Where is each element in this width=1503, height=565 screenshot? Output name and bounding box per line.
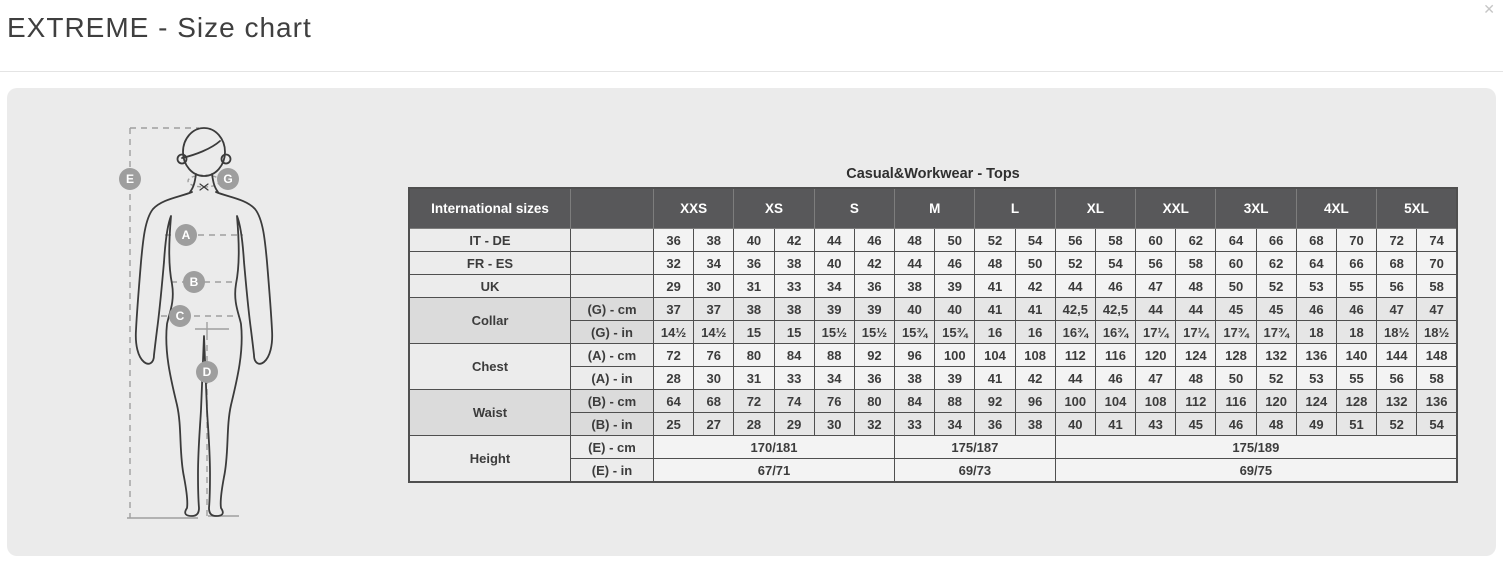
size-value-cell: 52 — [1256, 275, 1296, 298]
size-value-cell: 120 — [1136, 344, 1176, 367]
size-value-cell: 44 — [1055, 275, 1095, 298]
size-table-section — [408, 166, 1458, 483]
size-value-cell: 17¼ — [1176, 321, 1216, 344]
size-value-cell: 50 — [1216, 367, 1256, 390]
size-value-cell: 31 — [734, 275, 774, 298]
row-sub-label: (A) - in — [571, 367, 654, 390]
size-value-cell: 100 — [935, 344, 975, 367]
size-value-cell: 48 — [895, 229, 935, 252]
size-value-cell: 46 — [854, 229, 894, 252]
row-sub-label — [571, 252, 654, 275]
size-value-cell: 38 — [694, 229, 734, 252]
size-value-cell: 46 — [1095, 275, 1135, 298]
size-value-cell: 96 — [1015, 390, 1055, 413]
size-table-body — [409, 229, 1457, 483]
header-size-5xl: 5XL — [1377, 188, 1457, 229]
measure-badge-a: A — [175, 224, 197, 246]
size-value-cell: 34 — [935, 413, 975, 436]
size-value-cell: 84 — [774, 344, 814, 367]
size-value-cell: 58 — [1095, 229, 1135, 252]
size-value-cell: 47 — [1136, 367, 1176, 390]
height-span-cell: 69/75 — [1055, 459, 1457, 483]
size-value-cell: 45 — [1216, 298, 1256, 321]
size-value-cell: 56 — [1136, 252, 1176, 275]
size-value-cell: 140 — [1336, 344, 1376, 367]
size-value-cell: 50 — [1015, 252, 1055, 275]
size-value-cell: 47 — [1377, 298, 1417, 321]
table-row — [409, 344, 1457, 367]
size-value-cell: 108 — [1015, 344, 1055, 367]
size-value-cell: 33 — [774, 367, 814, 390]
size-value-cell: 56 — [1377, 275, 1417, 298]
size-value-cell: 62 — [1176, 229, 1216, 252]
size-value-cell: 124 — [1176, 344, 1216, 367]
size-value-cell: 36 — [854, 367, 894, 390]
size-value-cell: 104 — [1095, 390, 1135, 413]
size-value-cell: 47 — [1136, 275, 1176, 298]
size-value-cell: 56 — [1377, 367, 1417, 390]
size-value-cell: 34 — [694, 252, 734, 275]
size-value-cell: 41 — [1015, 298, 1055, 321]
torso-and-limbs — [136, 192, 272, 516]
size-value-cell: 96 — [895, 344, 935, 367]
size-value-cell: 52 — [1055, 252, 1095, 275]
row-sub-label — [571, 275, 654, 298]
size-value-cell: 18 — [1336, 321, 1376, 344]
size-value-cell: 68 — [1296, 229, 1336, 252]
size-value-cell: 76 — [694, 344, 734, 367]
size-value-cell: 41 — [1095, 413, 1135, 436]
height-span-cell: 175/189 — [1055, 436, 1457, 459]
measure-badge-d: D — [196, 361, 218, 383]
size-chart-table — [408, 187, 1458, 483]
size-value-cell: 44 — [895, 252, 935, 275]
size-value-cell: 38 — [774, 252, 814, 275]
size-value-cell: 56 — [1055, 229, 1095, 252]
size-value-cell: 33 — [774, 275, 814, 298]
height-span-cell: 175/187 — [895, 436, 1056, 459]
size-value-cell: 44 — [1176, 298, 1216, 321]
size-value-cell: 14½ — [694, 321, 734, 344]
row-group-label: IT - DE — [409, 229, 571, 252]
size-table-header-row — [409, 188, 1457, 229]
size-value-cell: 88 — [814, 344, 854, 367]
page-title: EXTREME - Size chart — [7, 12, 312, 43]
size-value-cell: 36 — [975, 413, 1015, 436]
size-value-cell: 48 — [1176, 275, 1216, 298]
size-value-cell: 41 — [975, 298, 1015, 321]
size-value-cell: 29 — [654, 275, 694, 298]
size-value-cell: 38 — [895, 275, 935, 298]
size-value-cell: 15 — [774, 321, 814, 344]
row-group-label: UK — [409, 275, 571, 298]
size-value-cell: 80 — [734, 344, 774, 367]
size-value-cell: 70 — [1336, 229, 1376, 252]
ear-left — [178, 155, 187, 164]
size-value-cell: 124 — [1296, 390, 1336, 413]
size-value-cell: 48 — [975, 252, 1015, 275]
header-empty-cell — [571, 188, 654, 229]
size-value-cell: 30 — [694, 367, 734, 390]
size-value-cell: 74 — [774, 390, 814, 413]
size-value-cell: 58 — [1176, 252, 1216, 275]
size-value-cell: 39 — [935, 367, 975, 390]
size-value-cell: 53 — [1296, 275, 1336, 298]
size-value-cell: 116 — [1216, 390, 1256, 413]
size-value-cell: 29 — [774, 413, 814, 436]
size-value-cell: 92 — [854, 344, 894, 367]
table-row — [409, 436, 1457, 459]
size-value-cell: 15 — [734, 321, 774, 344]
size-value-cell: 42 — [774, 229, 814, 252]
size-value-cell: 16¾ — [1095, 321, 1135, 344]
size-value-cell: 84 — [895, 390, 935, 413]
header-size-s: S — [814, 188, 894, 229]
table-row — [409, 390, 1457, 413]
size-value-cell: 52 — [1377, 413, 1417, 436]
header-international-sizes: International sizes — [409, 188, 571, 229]
size-value-cell: 40 — [895, 298, 935, 321]
size-value-cell: 28 — [734, 413, 774, 436]
row-sub-label: (G) - in — [571, 321, 654, 344]
size-value-cell: 30 — [814, 413, 854, 436]
size-value-cell: 128 — [1336, 390, 1376, 413]
close-icon[interactable]: ✕ — [1483, 1, 1495, 17]
size-value-cell: 32 — [654, 252, 694, 275]
size-value-cell: 17¼ — [1136, 321, 1176, 344]
size-value-cell: 37 — [694, 298, 734, 321]
size-value-cell: 41 — [975, 275, 1015, 298]
size-value-cell: 18½ — [1377, 321, 1417, 344]
header-size-l: L — [975, 188, 1055, 229]
size-value-cell: 31 — [734, 367, 774, 390]
row-sub-label: (A) - cm — [571, 344, 654, 367]
size-table-head — [409, 188, 1457, 229]
size-value-cell: 17¾ — [1216, 321, 1256, 344]
height-span-cell: 170/181 — [654, 436, 895, 459]
size-value-cell: 92 — [975, 390, 1015, 413]
size-value-cell: 66 — [1256, 229, 1296, 252]
size-value-cell: 104 — [975, 344, 1015, 367]
size-value-cell: 55 — [1336, 367, 1376, 390]
row-sub-label: (G) - cm — [571, 298, 654, 321]
size-value-cell: 28 — [654, 367, 694, 390]
size-value-cell: 45 — [1176, 413, 1216, 436]
size-value-cell: 108 — [1136, 390, 1176, 413]
size-value-cell: 42 — [1015, 275, 1055, 298]
size-value-cell: 51 — [1336, 413, 1376, 436]
size-value-cell: 48 — [1256, 413, 1296, 436]
body-measurement-figure — [95, 112, 315, 532]
row-group-label: Chest — [409, 344, 571, 390]
height-span-cell: 69/73 — [895, 459, 1056, 483]
row-sub-label: (E) - in — [571, 459, 654, 483]
size-value-cell: 46 — [1296, 298, 1336, 321]
table-row — [409, 275, 1457, 298]
header-size-m: M — [895, 188, 975, 229]
size-value-cell: 54 — [1417, 413, 1457, 436]
size-value-cell: 42 — [1015, 367, 1055, 390]
measure-badge-e: E — [119, 168, 141, 190]
row-sub-label: (E) - cm — [571, 436, 654, 459]
size-value-cell: 74 — [1417, 229, 1457, 252]
size-value-cell: 88 — [935, 390, 975, 413]
size-value-cell: 16 — [975, 321, 1015, 344]
size-value-cell: 40 — [814, 252, 854, 275]
size-value-cell: 76 — [814, 390, 854, 413]
size-value-cell: 39 — [854, 298, 894, 321]
table-row — [409, 229, 1457, 252]
size-value-cell: 62 — [1256, 252, 1296, 275]
size-value-cell: 58 — [1417, 367, 1457, 390]
size-value-cell: 18½ — [1417, 321, 1457, 344]
size-value-cell: 50 — [935, 229, 975, 252]
header-size-3xl: 3XL — [1216, 188, 1296, 229]
size-value-cell: 64 — [1296, 252, 1336, 275]
size-value-cell: 25 — [654, 413, 694, 436]
size-value-cell: 50 — [1216, 275, 1256, 298]
size-value-cell: 42,5 — [1095, 298, 1135, 321]
header-size-xl: XL — [1055, 188, 1135, 229]
size-value-cell: 53 — [1296, 367, 1336, 390]
size-value-cell: 30 — [694, 275, 734, 298]
measure-badge-b: B — [183, 271, 205, 293]
size-value-cell: 148 — [1417, 344, 1457, 367]
size-value-cell: 34 — [814, 275, 854, 298]
size-value-cell: 16¾ — [1055, 321, 1095, 344]
content-panel — [7, 88, 1496, 556]
size-value-cell: 36 — [654, 229, 694, 252]
row-group-label: Height — [409, 436, 571, 483]
size-value-cell: 39 — [935, 275, 975, 298]
size-value-cell: 38 — [1015, 413, 1055, 436]
size-value-cell: 58 — [1417, 275, 1457, 298]
size-value-cell: 80 — [854, 390, 894, 413]
size-value-cell: 18 — [1296, 321, 1336, 344]
size-value-cell: 144 — [1377, 344, 1417, 367]
row-sub-label: (B) - cm — [571, 390, 654, 413]
size-value-cell: 72 — [734, 390, 774, 413]
size-value-cell: 128 — [1216, 344, 1256, 367]
size-value-cell: 41 — [975, 367, 1015, 390]
size-value-cell: 46 — [1336, 298, 1376, 321]
size-value-cell: 47 — [1417, 298, 1457, 321]
hair-fringe — [182, 141, 220, 158]
table-row — [409, 252, 1457, 275]
size-value-cell: 54 — [1095, 252, 1135, 275]
head — [183, 128, 225, 176]
size-value-cell: 36 — [854, 275, 894, 298]
header-divider — [0, 71, 1503, 72]
size-value-cell: 112 — [1176, 390, 1216, 413]
size-value-cell: 39 — [814, 298, 854, 321]
row-group-label: Waist — [409, 390, 571, 436]
size-value-cell: 15½ — [854, 321, 894, 344]
size-value-cell: 52 — [975, 229, 1015, 252]
size-value-cell: 136 — [1417, 390, 1457, 413]
size-value-cell: 40 — [1055, 413, 1095, 436]
size-value-cell: 15¾ — [935, 321, 975, 344]
size-value-cell: 34 — [814, 367, 854, 390]
size-value-cell: 100 — [1055, 390, 1095, 413]
measure-badge-g: G — [217, 168, 239, 190]
size-value-cell: 72 — [1377, 229, 1417, 252]
size-value-cell: 45 — [1256, 298, 1296, 321]
size-value-cell: 70 — [1417, 252, 1457, 275]
size-value-cell: 14½ — [654, 321, 694, 344]
size-value-cell: 72 — [654, 344, 694, 367]
size-value-cell: 15¾ — [895, 321, 935, 344]
size-value-cell: 68 — [694, 390, 734, 413]
header-size-4xl: 4XL — [1296, 188, 1376, 229]
row-group-label: Collar — [409, 298, 571, 344]
size-value-cell: 43 — [1136, 413, 1176, 436]
size-value-cell: 38 — [895, 367, 935, 390]
size-value-cell: 48 — [1176, 367, 1216, 390]
row-sub-label — [571, 229, 654, 252]
size-value-cell: 116 — [1095, 344, 1135, 367]
size-value-cell: 15½ — [814, 321, 854, 344]
size-value-cell: 16 — [1015, 321, 1055, 344]
size-value-cell: 120 — [1256, 390, 1296, 413]
size-value-cell: 60 — [1216, 252, 1256, 275]
size-value-cell: 49 — [1296, 413, 1336, 436]
size-value-cell: 46 — [1095, 367, 1135, 390]
row-group-label: FR - ES — [409, 252, 571, 275]
size-value-cell: 27 — [694, 413, 734, 436]
size-value-cell: 64 — [1216, 229, 1256, 252]
size-value-cell: 42 — [854, 252, 894, 275]
size-value-cell: 46 — [935, 252, 975, 275]
size-value-cell: 38 — [774, 298, 814, 321]
size-value-cell: 40 — [935, 298, 975, 321]
row-sub-label: (B) - in — [571, 413, 654, 436]
height-span-cell: 67/71 — [654, 459, 895, 483]
size-value-cell: 66 — [1336, 252, 1376, 275]
size-value-cell: 55 — [1336, 275, 1376, 298]
size-value-cell: 44 — [814, 229, 854, 252]
size-value-cell: 42,5 — [1055, 298, 1095, 321]
size-value-cell: 33 — [895, 413, 935, 436]
size-value-cell: 36 — [734, 252, 774, 275]
size-value-cell: 32 — [854, 413, 894, 436]
header-size-xxl: XXL — [1136, 188, 1216, 229]
size-value-cell: 40 — [734, 229, 774, 252]
size-value-cell: 46 — [1216, 413, 1256, 436]
table-row — [409, 298, 1457, 321]
size-value-cell: 44 — [1136, 298, 1176, 321]
size-value-cell: 17¾ — [1256, 321, 1296, 344]
size-value-cell: 132 — [1256, 344, 1296, 367]
size-value-cell: 54 — [1015, 229, 1055, 252]
size-value-cell: 64 — [654, 390, 694, 413]
size-value-cell: 132 — [1377, 390, 1417, 413]
body-outline — [136, 128, 272, 516]
size-value-cell: 112 — [1055, 344, 1095, 367]
size-value-cell: 136 — [1296, 344, 1336, 367]
size-value-cell: 52 — [1256, 367, 1296, 390]
size-value-cell: 68 — [1377, 252, 1417, 275]
size-value-cell: 38 — [734, 298, 774, 321]
table-title: Casual&Workwear - Tops — [846, 166, 1020, 182]
size-value-cell: 44 — [1055, 367, 1095, 390]
header-size-xs: XS — [734, 188, 814, 229]
ear-right — [222, 155, 231, 164]
size-value-cell: 37 — [654, 298, 694, 321]
measure-badge-c: C — [169, 305, 191, 327]
size-value-cell: 60 — [1136, 229, 1176, 252]
header-size-xxs: XXS — [654, 188, 734, 229]
